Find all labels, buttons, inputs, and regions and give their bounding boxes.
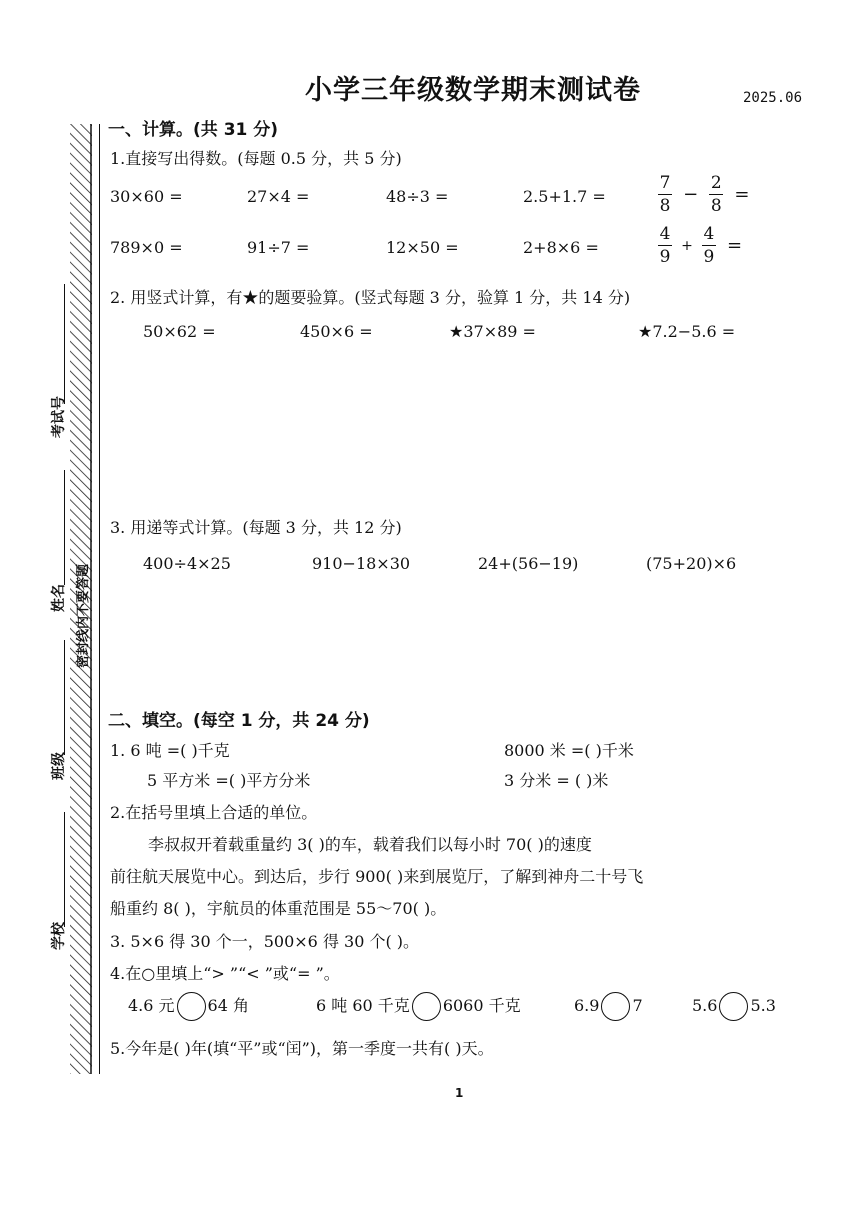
s1-q3-item: 24+(56−19) [478, 554, 579, 573]
s1-q2-item: 50×62 = [143, 322, 216, 341]
fraction: $\frac{2}{8}$ [710, 173, 722, 216]
exam-date: 2025.06 [743, 90, 803, 106]
s1-q1-item: 48÷3 = [386, 187, 449, 206]
s2-q3[interactable]: 3. 5×6 得 30 个一，500×6 得 30 个( )。 [110, 932, 420, 951]
school-blank[interactable] [64, 812, 65, 927]
fraction: $\frac{4}{9}$ [703, 224, 715, 267]
s1-q2-item: ★37×89 = [449, 322, 536, 341]
s1-q1-item: 12×50 = [386, 238, 459, 257]
s1-q1-item: 2.5+1.7 = [523, 187, 606, 206]
s1-q2-item: ★7.2−5.6 = [638, 322, 736, 341]
fraction: $\frac{7}{8}$ [659, 173, 671, 216]
s1-q2-item: 450×6 = [300, 322, 373, 341]
s1-q1-item: 2+8×6 = [523, 238, 599, 257]
exam-no-blank[interactable] [64, 284, 65, 404]
s1-q2-work-area[interactable] [110, 352, 810, 502]
s1-q1-item: 27×4 = [247, 187, 310, 206]
section2-heading: 二、填空。(每空 1 分，共 24 分) [108, 711, 370, 731]
s2-q2-line[interactable]: 前往航天展览中心。到达后，步行 900( )来到展览厅，了解到神舟二十号飞 [110, 867, 644, 886]
s1-q1-item: 30×60 = [110, 187, 183, 206]
s2-q1-a[interactable]: 1. 6 吨 =( )千克 [110, 741, 230, 760]
s1-q1-fraction-expr: $\frac{4}{9}$ + $\frac{4}{9}$ = [659, 224, 743, 267]
s2-q2-line[interactable]: 船重约 8( )，宇航员的体重范围是 55～70( )。 [110, 899, 447, 918]
seal-notice: 密封线内不要答题 [76, 563, 91, 668]
s2-q4-item: 5.6 5.3 [692, 992, 776, 1021]
s2-q1-c[interactable]: 5 平方米 =( )平方分米 [147, 771, 311, 790]
s2-q1-b[interactable]: 8000 米 =( )千米 [504, 741, 634, 760]
fraction: $\frac{4}{9}$ [659, 224, 671, 267]
compare-circle[interactable] [601, 992, 630, 1021]
s2-q4-item: 6.9 7 [574, 992, 643, 1021]
s1-q1-prompt: 1.直接写出得数。(每题 0.5 分，共 5 分) [110, 149, 402, 168]
s2-q2-line[interactable]: 李叔叔开着载重量约 3( )的车，载着我们以每小时 70( )的速度 [148, 835, 592, 854]
name-blank[interactable] [64, 470, 65, 585]
s1-q3-prompt: 3. 用递等式计算。(每题 3 分，共 12 分) [110, 518, 402, 537]
s1-q3-item: 400÷4×25 [143, 554, 231, 573]
s2-q4-prompt: 4.在○里填上“> ”“< ”或“= ”。 [110, 964, 340, 983]
s1-q2-prompt: 2. 用竖式计算，有★的题要验算。(竖式每题 3 分，验算 1 分，共 14 分) [110, 288, 631, 307]
page-title: 小学三年级数学期末测试卷 [305, 75, 641, 106]
s2-q2-prompt: 2.在括号里填上合适的单位。 [110, 803, 318, 822]
s2-q1-d[interactable]: 3 分米 = ( )米 [504, 771, 609, 790]
s1-q1-fraction-expr: $\frac{7}{8}$ − $\frac{2}{8}$ = [659, 173, 750, 216]
s1-q3-work-area[interactable] [110, 585, 810, 695]
s2-q4-item: 4.6 元 64 角 [128, 992, 249, 1021]
s1-q3-item: 910−18×30 [312, 554, 411, 573]
page-number: 1 [455, 1086, 464, 1100]
compare-circle[interactable] [177, 992, 206, 1021]
seal-line [99, 124, 100, 1074]
exam-no-label: 考试号 [51, 396, 67, 438]
name-label: 姓名 [51, 584, 67, 612]
class-blank[interactable] [64, 640, 65, 755]
compare-circle[interactable] [719, 992, 748, 1021]
s1-q1-item: 91÷7 = [247, 238, 310, 257]
s1-q3-item: (75+20)×6 [646, 554, 737, 573]
class-label: 班级 [51, 752, 67, 780]
compare-circle[interactable] [412, 992, 441, 1021]
section1-heading: 一、计算。(共 31 分) [108, 120, 279, 140]
s1-q1-item: 789×0 = [110, 238, 183, 257]
school-label: 学校 [51, 922, 67, 950]
s2-q5[interactable]: 5.今年是( )年(填“平”或“闰”)，第一季度一共有( )天。 [110, 1039, 494, 1058]
s2-q4-item: 6 吨 60 千克 6060 千克 [316, 992, 521, 1021]
